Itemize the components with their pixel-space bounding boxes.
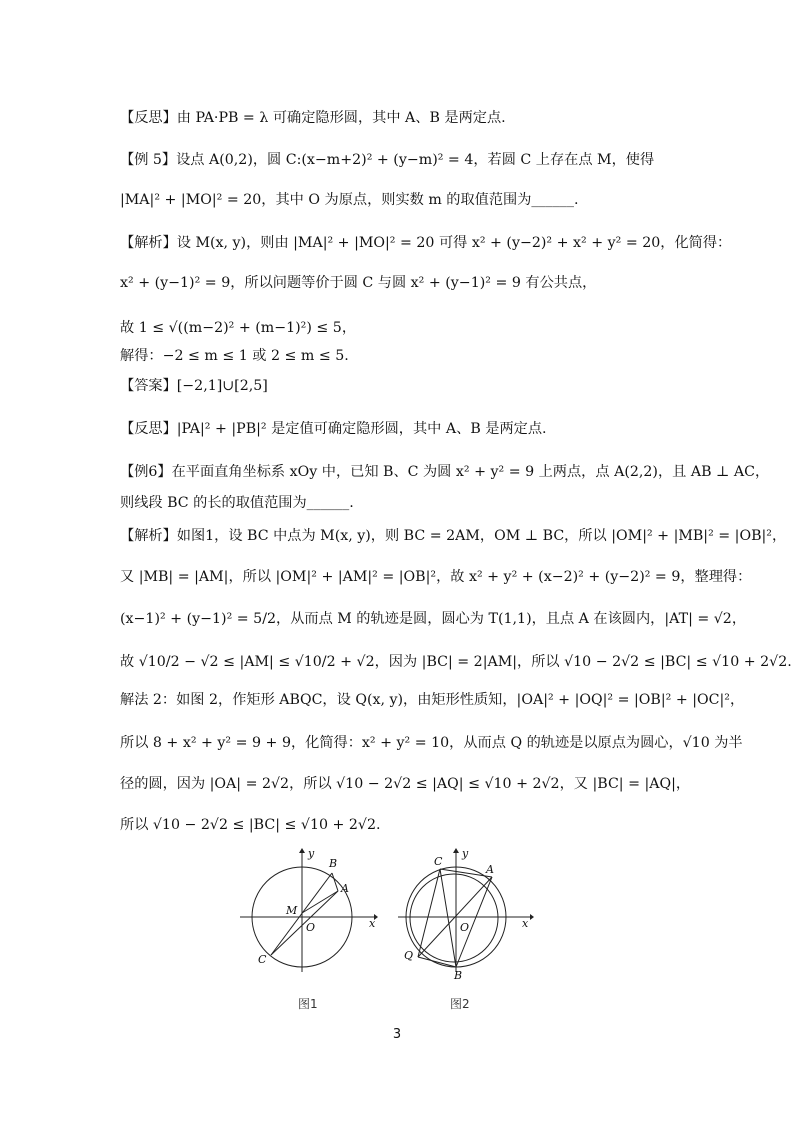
example-6-method2-4: 所以 √10 − 2√2 ≤ |BC| ≤ √10 + 2√2. [120,817,381,833]
label-m: M [286,904,298,917]
x-axis-arrow-icon [530,914,534,920]
label-x: x [369,917,376,930]
example-6-solution-3: (x−1)² + (y−1)² = 5/2，从而点 M 的轨迹是圆，圆心为 T(1,1)，且点 A 在该圆内，|AT| = √2， [120,611,747,627]
example-5-statement-cont: |MA|² + |MO|² = 20，其中 O 为原点，则实数 m 的取值范围为______. [120,192,579,208]
example-5-solution-3: 故 1 ≤ √((m−2)² + (m−1)²) ≤ 5， [120,320,357,336]
segment-am [302,891,338,913]
reflection-2: 【反思】|PA|² + |PB|² 是定值可确定隐形圆，其中 A、B 是两定点. [120,421,547,437]
example-5-statement: 【例 5】设点 A(0,2)，圆 C:(x−m+2)² + (y−m)² = 4，若圆 C 上存在点 M，使得 [120,152,655,168]
example-6-statement-cont: 则线段 BC 的长的取值范围为______. [120,495,354,511]
y-axis-arrow-icon [299,848,305,853]
reflection-1: 【反思】由 PA·PB = λ 可确定隐形圆，其中 A、B 是两定点. [120,110,506,126]
y-axis-arrow-icon [453,848,459,853]
label-x: x [522,917,529,930]
label-o: O [306,921,316,934]
example-5-solution-4: 解得：−2 ≤ m ≤ 1 或 2 ≤ m ≤ 5. [120,348,349,364]
figure-1-caption: 图1 [298,997,318,1011]
example-6-solution-4: 故 √10/2 − √2 ≤ |AM| ≤ √10/2 + √2，因为 |BC| = 2|AM|，所以 √10 − 2√2 ≤ |BC| ≤ √10 + 2√2. [120,654,792,670]
label-y: y [308,847,315,860]
label-b: B [329,857,338,870]
example-6-method2-3: 径的圆，因为 |OA| = 2√2，所以 √10 − 2√2 ≤ |AQ| ≤ √10 + 2√2，又 |BC| = |AQ|， [120,776,691,792]
page-number: 3 [392,1027,402,1042]
example-6-method2-2: 所以 8 + x² + y² = 9 + 9，化简得：x² + y² = 10，从而点 Q 的轨迹是以原点为圆心，√10 为半 [120,735,743,751]
label-c: C [258,953,267,966]
example-6-statement: 【例6】在平面直角坐标系 xOy 中，已知 B、C 为圆 x² + y² = 9 上两点，点 A(2,2)，且 AB ⊥ AC， [120,464,770,480]
label-q: Q [404,949,414,962]
label-o: O [460,921,470,934]
label-a: A [486,863,494,876]
figure-2 [398,845,538,982]
example-6-solution-2: 又 |MB| = |AM|，所以 |OM|² + |AM|² = |OB|²，故 x² + y² + (x−2)² + (y−2)² = 9，整理得： [120,569,752,585]
example-5-solution-1: 【解析】设 M(x, y)，则由 |MA|² + |MO|² = 20 可得 x² + (y−2)² + x² + y² = 20，化简得： [120,235,732,251]
label-b: B [454,969,463,982]
example-6-method2-1: 解法 2：如图 2，作矩形 ABQC，设 Q(x, y)，由矩形性质知，|OA|² + |OQ|² = |OB|² + |OC|²， [120,692,745,708]
label-a: A [341,882,349,895]
figure-1 [238,845,378,975]
example-5-solution-2: x² + (y−1)² = 9，所以问题等价于圆 C 与圆 x² + (y−1)² = 9 有公共点， [120,275,597,291]
figure-2-caption: 图2 [450,997,470,1011]
example-5-answer: 【答案】[−2,1]∪[2,5] [120,378,268,394]
label-c: C [434,855,443,868]
example-6-solution-1: 【解析】如图1，设 BC 中点为 M(x, y)，则 BC = 2AM，OM ⊥ BC，所以 |OM|² + |MB|² = |OB|²， [120,528,787,544]
segment-ac [271,891,338,955]
label-y: y [462,847,469,860]
